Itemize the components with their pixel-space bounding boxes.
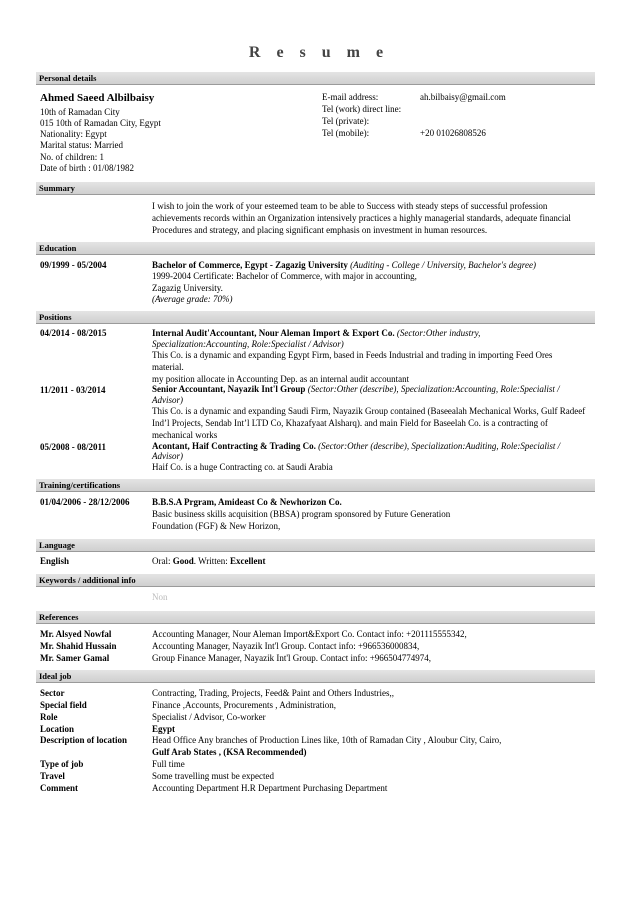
- summary-line: achievements records within an Organization intensively practices a highly managerial standards, adequate financial: [152, 213, 571, 223]
- ideal-label: Special field: [40, 700, 87, 710]
- oral-level: Good: [172, 556, 194, 566]
- position-title-line: [152, 384, 560, 395]
- section-header-training: Training/certifications: [36, 479, 595, 492]
- training-line: Foundation (FGF) & New Horizon,: [152, 521, 281, 531]
- education-grade: (Average grade: 70%): [152, 294, 233, 304]
- position-title-line: [152, 328, 480, 339]
- mobile-value: +20 01026808526: [420, 128, 486, 138]
- reference-detail: Accounting Manager, Nayazik Int'l Group. Contact info: +966536000834,: [152, 641, 420, 651]
- oral-label: Oral:: [152, 556, 173, 566]
- education-degree: Bachelor of Commerce, Egypt - Zagazig University: [152, 260, 348, 270]
- position-desc: This Co. is a dynamic and expanding Egypt Firm, based in Feeds Industrial and trading in importing Feed Ores: [152, 350, 553, 360]
- reference-detail: Accounting Manager, Nour Aleman Import&Export Co. Contact info: +201115555342,: [152, 629, 467, 639]
- reference-detail: Group Finance Manager, Nayazik Int'l Group. Contact info: +966504774974,: [152, 653, 432, 663]
- ideal-value: Head Office Any branches of Production Lines like, 10th of Ramadan City , Aloubur City, Cairo,: [152, 735, 502, 745]
- written-level: Excellent: [229, 556, 266, 566]
- reference-name: Mr. Shahid Hussain: [40, 641, 117, 651]
- ideal-value: Full time: [152, 759, 185, 769]
- ideal-value: Some travelling must be expected: [152, 771, 274, 781]
- personal-line: Marital status: Married: [40, 140, 123, 150]
- ideal-label: Travel: [40, 771, 65, 781]
- summary-line: Procedures and strategy, and placing significant emphasis on investment in human resources.: [152, 225, 488, 235]
- ideal-value: Contracting, Trading, Projects, Feed& Paint and Others Industries,,: [152, 688, 394, 698]
- ideal-label: Description of location: [40, 735, 127, 745]
- contact-label-private: Tel (private):: [322, 116, 370, 126]
- personal-line: Nationality: Egypt: [40, 129, 107, 139]
- written-label: . Written:: [193, 556, 230, 566]
- ideal-value: Accounting Department H.R Department Purchasing Department: [152, 783, 388, 793]
- section-header-language: Language: [36, 539, 595, 552]
- position-dates: 11/2011 - 03/2014: [40, 385, 106, 395]
- position-dates: 05/2008 - 08/2011: [40, 442, 107, 452]
- section-header-ideal-job: Ideal job: [36, 670, 595, 683]
- personal-line: Date of birth : 01/08/1982: [40, 163, 134, 173]
- contact-label-work: Tel (work) direct line:: [322, 104, 402, 114]
- position-desc: material.: [152, 362, 184, 372]
- ideal-label: Type of job: [40, 759, 84, 769]
- personal-line: 10th of Ramadan City: [40, 107, 120, 117]
- summary-line: I wish to join the work of your esteemed team to be able to Success with steady steps of successful profession: [152, 201, 548, 211]
- keywords-value: Non: [152, 592, 168, 602]
- ideal-label: Sector: [40, 688, 65, 698]
- education-degree-note: (Auditing - College / University, Bachelor's degree): [350, 260, 536, 270]
- resume-title: R e s u m e: [248, 44, 390, 61]
- position-title-line: [152, 441, 560, 452]
- position-title: Senior Accountant, Nayazik Int'l Group: [152, 384, 306, 394]
- section-header-personal: Personal details: [36, 72, 595, 85]
- training-line: Basic business skills acquisition (BBSA) program sponsored by Future Generation: [152, 509, 451, 519]
- ideal-value: [152, 747, 307, 758]
- ideal-label: Location: [40, 724, 75, 734]
- position-desc: mechanical works: [152, 430, 218, 440]
- training-title: B.B.S.A Prgram, Amideast Co & Newhorizon Co.: [152, 497, 342, 507]
- position-title: Internal Audit'Accountant, Nour Aleman Import & Export Co.: [152, 328, 395, 338]
- personal-line: 015 10th of Ramadan City, Egypt: [40, 118, 161, 128]
- ideal-value-gulf: Gulf Arab States , (KSA Recommended): [152, 747, 307, 757]
- contact-label-email: E-mail address:: [322, 92, 379, 102]
- language-levels: [152, 556, 265, 567]
- position-desc: Haif Co. is a huge Contracting co. at Saudi Arabia: [152, 462, 333, 472]
- education-line: Zagazig University.: [152, 283, 223, 293]
- position-desc: This Co. is a dynamic and expanding Saudi Firm, Nayazik Group contained (Baseealah Mechanical Works, Gulf Radeef: [152, 406, 586, 416]
- reference-name: Mr. Alsyed Nowfal: [40, 629, 112, 639]
- personal-line: No. of children: 1: [40, 152, 104, 162]
- position-desc: Ind’l Projects, Sendab Int’l LTD Co, Khazafyaat Alsharq). and main Field for Baseelah Co. is a contracting of: [152, 418, 548, 428]
- contact-label-mobile: Tel (mobile):: [322, 128, 370, 138]
- language-name: English: [40, 556, 70, 566]
- section-header-positions: Positions: [36, 311, 595, 324]
- ideal-value: Specialist / Advisor, Co-worker: [152, 712, 266, 722]
- position-note2: Advisor): [152, 451, 183, 461]
- education-dates: 09/1999 - 05/2004: [40, 260, 107, 270]
- position-note2: Specialization:Accounting, Role:Specialist / Advisor): [152, 339, 344, 349]
- section-header-summary: Summary: [36, 182, 595, 195]
- section-header-education: Education: [36, 242, 595, 255]
- section-header-references: References: [36, 611, 595, 624]
- training-dates: 01/04/2006 - 28/12/2006: [40, 497, 130, 507]
- position-note: (Sector:Other (describe), Specialization:Auditing, Role:Specialist /: [318, 441, 561, 451]
- ideal-label: Comment: [40, 783, 78, 793]
- position-dates: 04/2014 - 08/2015: [40, 328, 107, 338]
- education-degree-line: [152, 260, 536, 271]
- reference-name: Mr. Samer Gamal: [40, 653, 110, 663]
- ideal-value: Egypt: [152, 724, 176, 734]
- position-note: (Sector:Other industry,: [396, 328, 481, 338]
- candidate-name: Ahmed Saeed Albilbaisy: [40, 92, 155, 104]
- ideal-value: Finance ,Accounts, Procurements , Administration,: [152, 700, 336, 710]
- position-note2: Advisor): [152, 395, 183, 405]
- ideal-label: Role: [40, 712, 58, 722]
- email-value: ah.bilbaisy@gmail.com: [420, 92, 506, 102]
- position-title: Acontant, Haif Contracting & Trading Co.: [152, 441, 316, 451]
- position-desc: my position allocate in Accounting Dep. as an internal audit accountant: [152, 374, 410, 384]
- position-note: (Sector:Other (describe), Specialization:Accounting, Role:Specialist /: [307, 384, 560, 394]
- section-header-keywords: Keywords / additional info: [36, 574, 595, 587]
- education-line: 1999-2004 Certificate: Bachelor of Commerce, with major in accounting,: [152, 271, 417, 281]
